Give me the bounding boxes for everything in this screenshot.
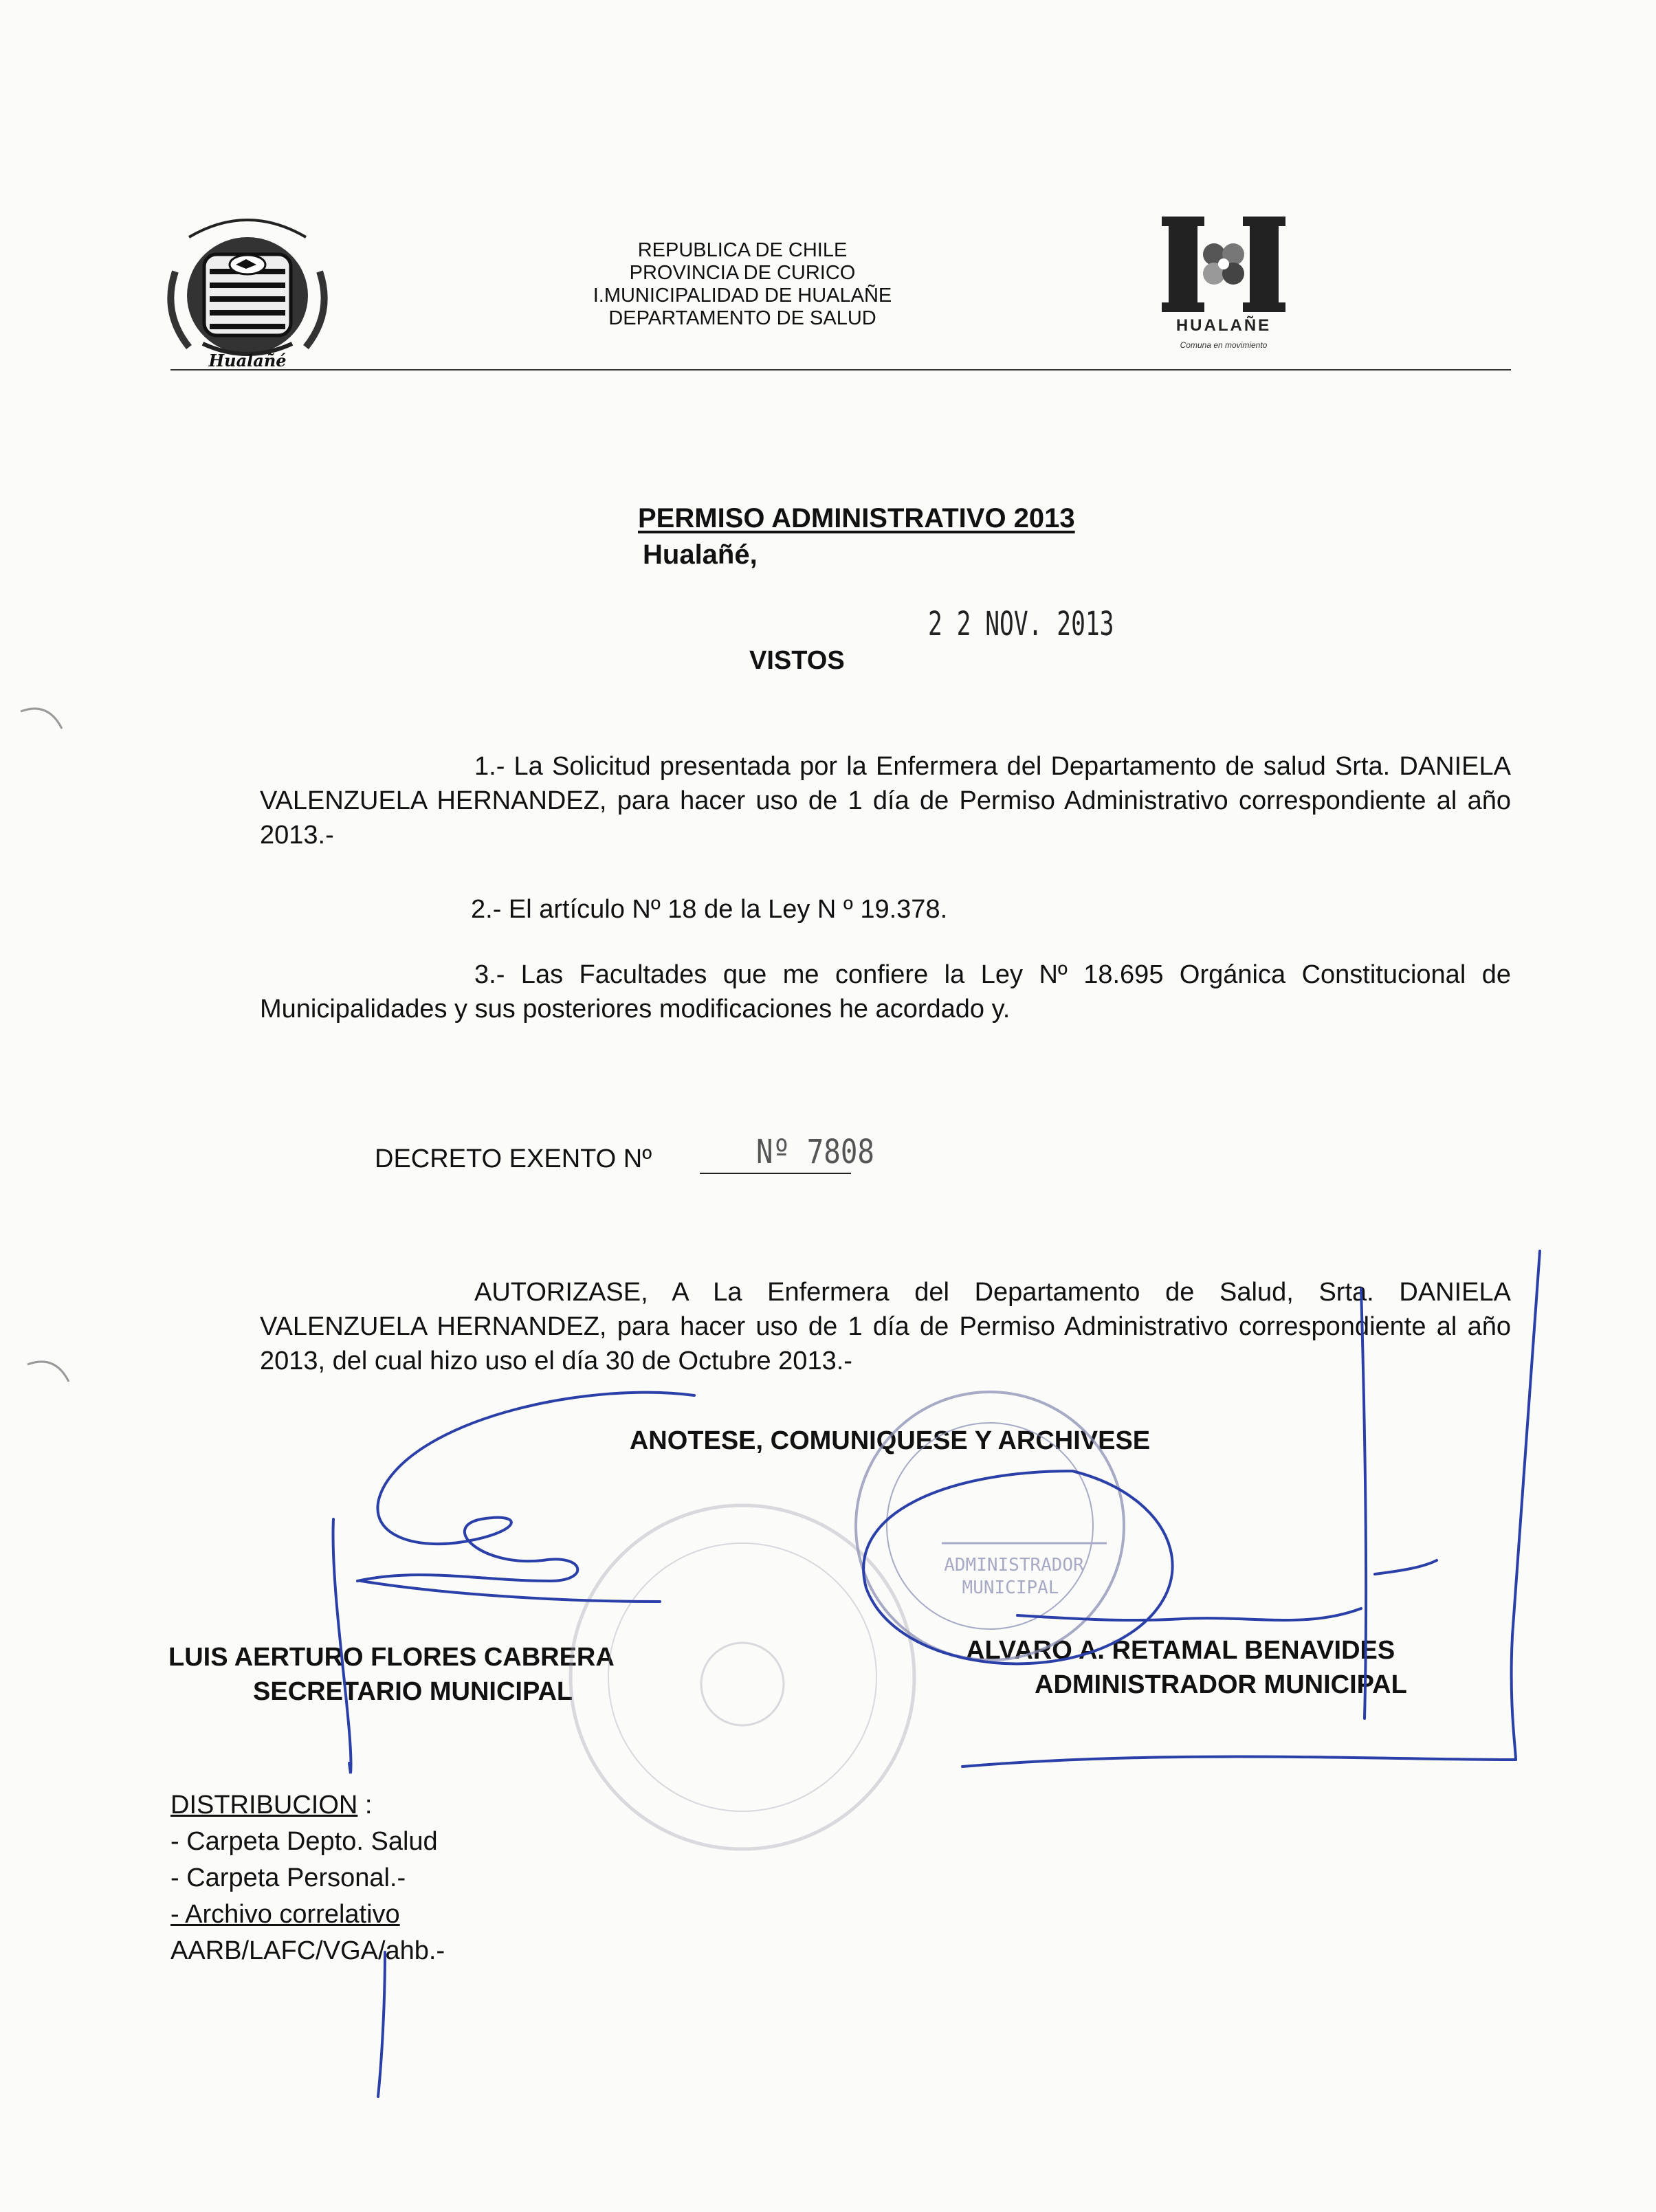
stamp-center-line-2: MUNICIPAL [962,1578,1059,1598]
vistos-item-2: 2.- El artículo Nº 18 de la Ley N º 19.378. [471,895,948,924]
distribution-heading-text: DISTRIBUCION [170,1791,358,1820]
letterhead-line-municipality: I.MUNICIPALIDAD DE HUALAÑE [593,285,892,307]
document-title: PERMISO ADMINISTRATIVO 2013 [638,503,1075,533]
hole-punch-mark [27,1362,69,1382]
municipal-faded-stamp [571,1505,914,1849]
letterhead-line-country: REPUBLICA DE CHILE [637,239,848,261]
signatory-1-title: SECRETARIO MUNICIPAL [253,1677,573,1706]
decreto-label: DECRETO EXENTO Nº [375,1144,652,1173]
distribution-heading [170,1787,445,1824]
vistos-item-3: 3.- Las Facultades que me confiere la Ley Nº 18.695 Orgánica Constitucional de Municipalidades y sus posteriores modificaciones he acordado y. [260,960,1511,1024]
logo-name: HUALAÑE [1175,316,1272,335]
date-stamp: 2 2 NOV. 2013 [928,605,1114,643]
letterhead-line-province: PROVINCIA DE CURICO [629,262,856,284]
hualane-h-logo-icon [1155,213,1292,357]
distribution-heading-suffix: : [357,1791,373,1820]
signature-secretario [333,1393,694,2097]
signatory-1-name: LUIS AERTURO FLORES CABRERA [168,1643,615,1672]
decreto-number: Nº 7808 [756,1133,874,1171]
vistos-heading: VISTOS [749,646,845,675]
distribution-item: - Archivo correlativo [170,1900,400,1929]
stamp-center-line-1: ADMINISTRADOR [944,1555,1084,1575]
vistos-item-1: 1.- La Solicitud presentada por la Enfermera del Departamento de salud Srta. DANIELA VALENZUELA HERNANDEZ, para hacer uso de 1 día de Permiso Administrativo correspondiente al año 2013.- [260,752,1511,850]
resolution-paragraph: AUTORIZASE, A La Enfermera del Departamento de Salud, Srta. DANIELA VALENZUELA HERNANDEZ, para hacer uso de 1 día de Permiso Administrativo correspondiente al año 2013, del cual hizo uso el día 30 de Octubre 2013.- [260,1278,1511,1375]
closing-formula [0,1426,1656,1456]
hole-punch-mark [21,709,62,729]
letterhead [481,239,1004,330]
distribution-item: - Carpeta Personal.- [170,1863,406,1892]
header-divider [170,369,1511,370]
logo-tagline: Comuna en movimiento [1180,340,1268,350]
document-city: Hualañé, [643,540,758,570]
letterhead-line-department: DEPARTAMENTO DE SALUD [608,307,876,329]
decreto-number-line [700,1173,851,1174]
signatory-2-title: ADMINISTRADOR MUNICIPAL [1035,1670,1407,1699]
distribution-initials: AARB/LAFC/VGA/ahb.- [170,1936,445,1965]
distribution-block [170,1787,445,1969]
seal-caption: Hualañé [208,351,287,370]
signatory-2-name: ALVARO A. RETAMAL BENAVIDES [966,1636,1395,1665]
distribution-item: - Carpeta Depto. Salud [170,1827,438,1856]
closing-formula-text: ANOTESE, COMUNIQUESE Y ARCHIVESE [629,1426,1151,1455]
